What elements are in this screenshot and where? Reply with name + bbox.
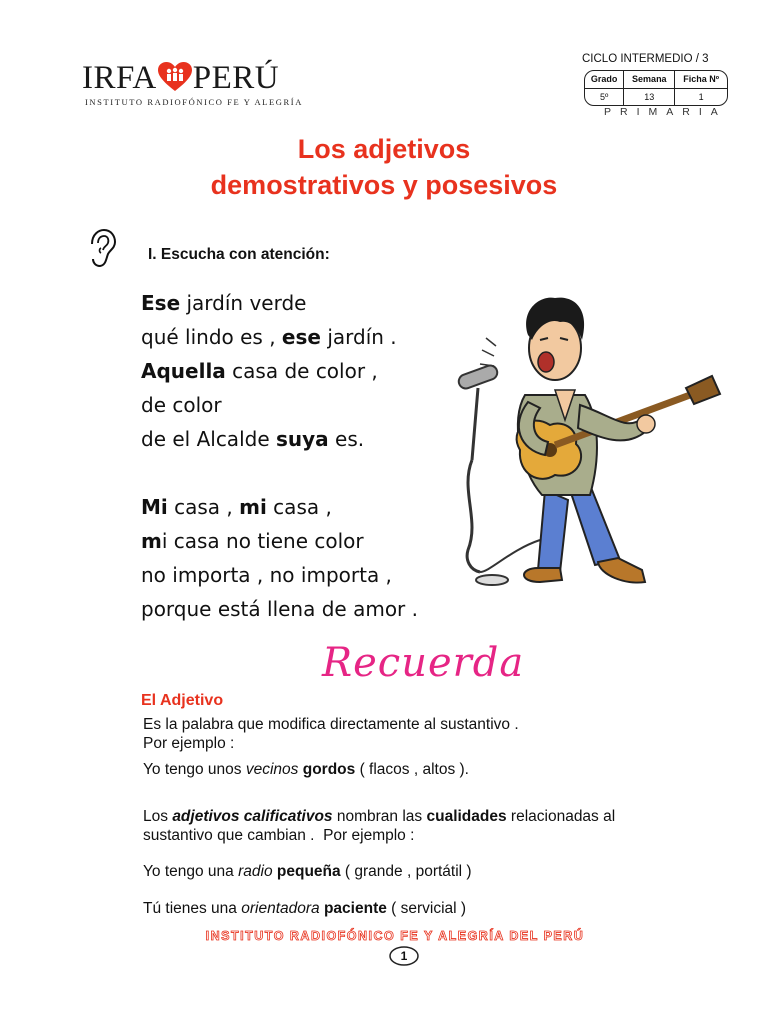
definition-line-1: Es la palabra que modifica directamente al sustantivo .: [143, 716, 519, 733]
poem-line: [141, 592, 418, 626]
example-text: ( servicial ): [386, 900, 467, 917]
calificativos-line-1: [143, 807, 615, 826]
example-text: Yo tengo una: [143, 863, 239, 880]
ficha-value: 1: [675, 88, 727, 105]
info-table: [584, 70, 728, 106]
poem-text: casa de color ,: [225, 359, 378, 383]
body-text: relacionadas al: [506, 808, 616, 825]
irfa-logo: [82, 62, 303, 107]
poem-text: jardín verde: [180, 291, 307, 315]
body-text: nombran las: [332, 808, 427, 825]
example-text: Tú tienes una: [143, 900, 242, 917]
example-noun: orientadora: [241, 900, 320, 917]
term-bold-italic: adjetivos calificativos: [172, 808, 333, 825]
poem-text: jardín .: [320, 325, 397, 349]
body-text: Por ejemplo :: [323, 827, 415, 844]
level-label: PRIMARIA: [604, 106, 727, 118]
example-text: ( grande , portátil ): [340, 863, 472, 880]
poem-bold: suya: [275, 427, 329, 451]
example-line-1: [143, 760, 469, 779]
logo-text-irfa: IRFA: [82, 60, 157, 96]
poem-stanza-2: [141, 490, 418, 626]
ciclo-label: CICLO INTERMEDIO / 3: [582, 53, 709, 65]
poem-bold: Ese: [141, 291, 181, 315]
poem-line: [141, 320, 397, 354]
poem-bold: Mi: [141, 495, 168, 519]
adjetivo-heading: El Adjetivo: [141, 692, 224, 709]
term-bold: cualidades: [426, 808, 507, 825]
poem-stanza-1: [141, 286, 397, 456]
poem-line: [141, 286, 397, 320]
body-text: sustantivo que cambian .: [143, 827, 315, 844]
poem-text: i casa no tiene color: [161, 529, 364, 553]
poem-line: [141, 558, 418, 592]
poem-text: es.: [328, 427, 365, 451]
poem-bold: ese: [281, 325, 321, 349]
poem-line: [141, 524, 418, 558]
poem-line: [141, 388, 397, 422]
poem-bold: m: [141, 529, 162, 553]
heart-people-icon: [158, 62, 192, 92]
logo-subtitle: INSTITUTO RADIOFÓNICO FE Y ALEGRÍA: [85, 97, 303, 107]
poem-text: casa ,: [266, 495, 332, 519]
example-line-2: [143, 862, 472, 881]
example-adjective: pequeña: [276, 863, 341, 880]
example-text: Yo tengo unos: [143, 761, 246, 778]
poem-bold: mi: [239, 495, 267, 519]
section-heading: I. Escucha con atención:: [148, 246, 330, 263]
poem-bold: Aquella: [141, 359, 226, 383]
poem-text: de color: [141, 393, 222, 417]
example-text: ( flacos , altos ).: [355, 761, 469, 778]
body-text: Los: [143, 808, 173, 825]
poem-text: casa ,: [167, 495, 240, 519]
page-number: 1: [400, 949, 408, 963]
definition-line-2: Por ejemplo :: [143, 735, 235, 752]
poem-text: qué lindo es ,: [141, 325, 282, 349]
poem-text: porque está llena de amor .: [141, 597, 418, 621]
calificativos-line-2: [143, 826, 414, 845]
poem-line: [141, 422, 397, 456]
example-noun: vecinos: [245, 761, 299, 778]
ficha-header: Ficha Nº: [675, 71, 727, 88]
example-adjective: paciente: [323, 900, 387, 917]
example-line-3: [143, 899, 466, 918]
poem-line: [141, 490, 418, 524]
logo-text-peru: PERÚ: [192, 60, 280, 96]
semana-value: 13: [624, 88, 675, 105]
poem-line: [141, 354, 397, 388]
ear-icon: [86, 228, 116, 268]
example-adjective: gordos: [302, 761, 356, 778]
grado-value: 5º: [585, 88, 624, 105]
grado-header: Grado: [585, 71, 624, 88]
poem-text: no importa , no importa ,: [141, 563, 392, 587]
poem-text: de el Alcalde: [141, 427, 276, 451]
title-line-2: demostrativos y posesivos: [210, 170, 558, 200]
recuerda-heading: Recuerda: [322, 640, 525, 686]
title-line-1: Los adjetivos: [297, 134, 471, 164]
footer-institution: INSTITUTO RADIOFÓNICO FE Y ALEGRÍA DEL PERÚ: [205, 929, 585, 943]
singer-guitar-illustration: [450, 290, 730, 610]
example-noun: radio: [238, 863, 273, 880]
semana-header: Semana: [624, 71, 675, 88]
